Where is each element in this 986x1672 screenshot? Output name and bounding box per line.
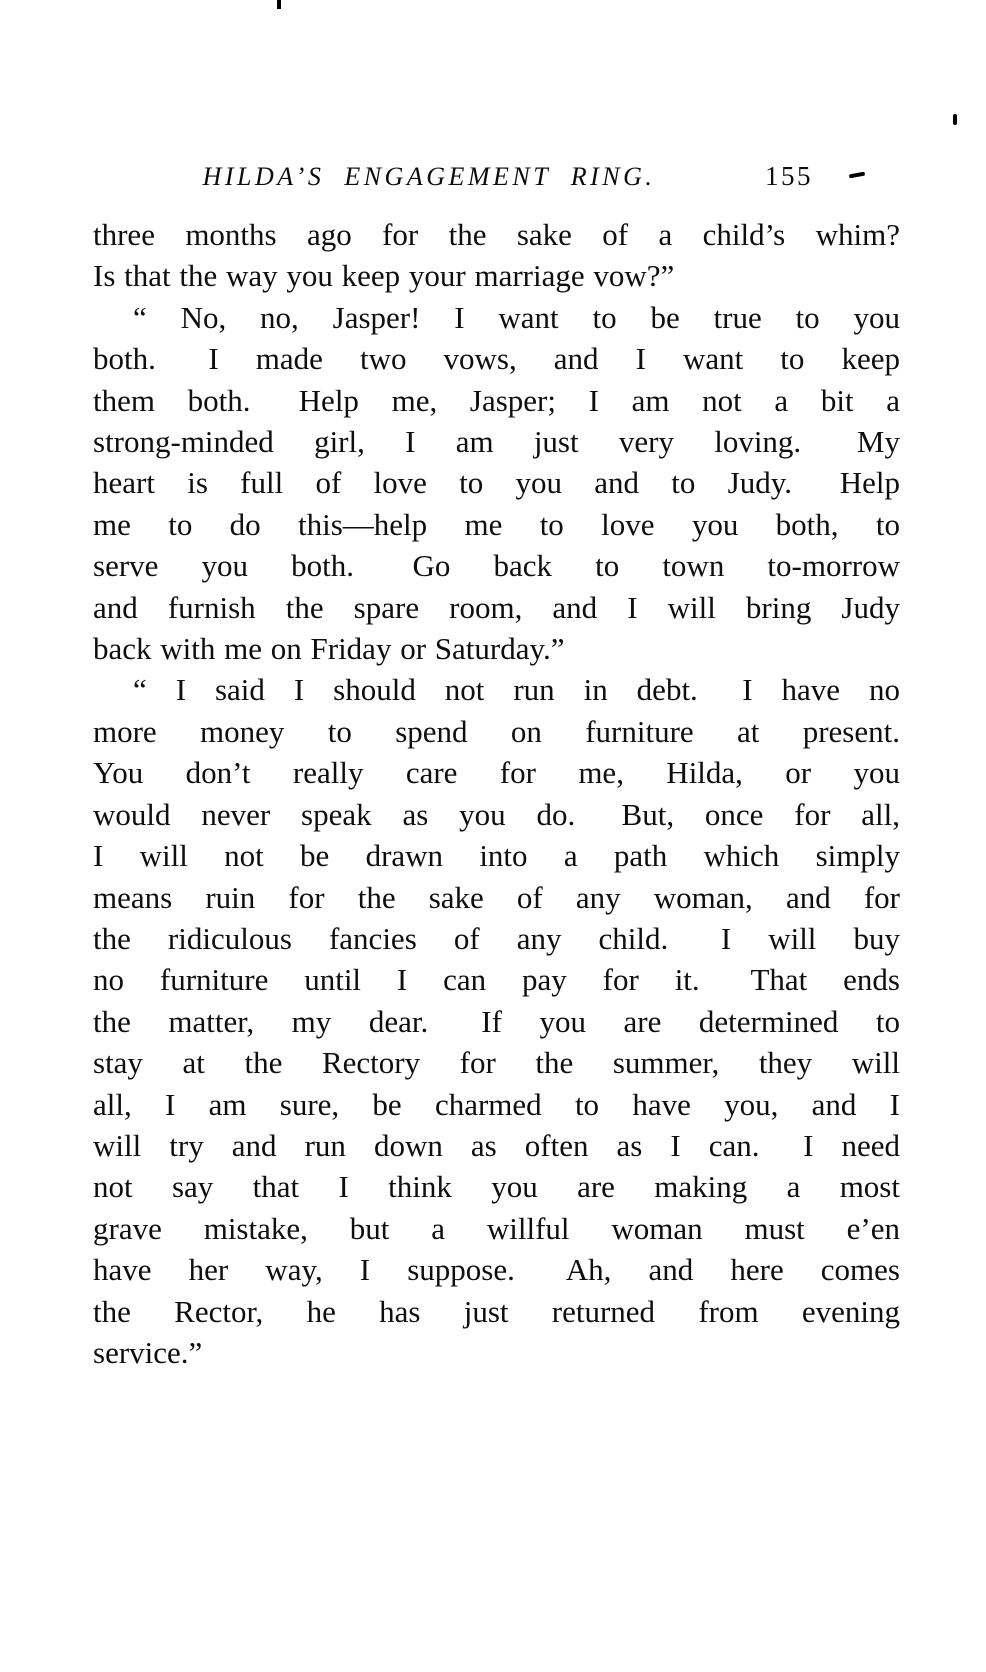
text-line: them both. Help me, Jasper; I am not a bit a — [93, 382, 900, 418]
scan-artifact — [277, 0, 281, 9]
text-line: both. I made two vows, and I want to keep — [93, 341, 900, 377]
text-line: You don’t really care for me, Hilda, or you — [93, 755, 900, 791]
page-body — [93, 214, 900, 1373]
text-line: I will not be drawn into a path which simply — [93, 838, 900, 874]
text-line: stay at the Rectory for the summer, they will — [93, 1045, 900, 1081]
text-line: Is that the way you keep your marriage vow?” — [93, 258, 675, 294]
scan-artifact — [953, 114, 957, 125]
text-line: “ I said I should not run in debt. I have no — [133, 672, 900, 708]
text-line: more money to spend on furniture at present. — [93, 713, 900, 749]
text-line: not say that I think you are making a most — [93, 1169, 900, 1205]
paragraph — [93, 669, 900, 1373]
paragraph — [93, 214, 900, 297]
running-header — [93, 161, 813, 192]
text-line: the Rector, he has just returned from evening — [93, 1293, 900, 1329]
text-line: the ridiculous fancies of any child. I will buy — [93, 920, 900, 956]
text-line: service.” — [93, 1334, 203, 1370]
text-line: the matter, my dear. If you are determined to — [93, 1003, 900, 1039]
page-number: 155 — [765, 161, 813, 191]
text-line: back with me on Friday or Saturday.” — [93, 631, 565, 667]
text-line: strong-minded girl, I am just very loving. My — [93, 424, 900, 460]
text-line: would never speak as you do. But, once for all, — [93, 796, 900, 832]
text-line: grave mistake, but a willful woman must e’en — [93, 1210, 900, 1246]
text-line: means ruin for the sake of any woman, and for — [93, 879, 900, 915]
paragraph — [93, 297, 900, 670]
text-line: will try and run down as often as I can. I need — [93, 1127, 900, 1163]
text-line: no furniture until I can pay for it. That ends — [93, 962, 900, 998]
text-line: me to do this—help me to love you both, to — [93, 506, 900, 542]
text-line: all, I am sure, be charmed to have you, and I — [93, 1086, 900, 1122]
text-line: have her way, I suppose. Ah, and here comes — [93, 1252, 900, 1288]
running-title: HILDA’S ENGAGEMENT RING. — [202, 162, 656, 191]
text-line: heart is full of love to you and to Judy. Help — [93, 465, 900, 501]
text-line: three months ago for the sake of a child’s whim? — [93, 217, 900, 252]
scan-artifact — [849, 172, 865, 179]
text-line: and furnish the spare room, and I will bring Judy — [93, 589, 900, 625]
text-line: “ No, no, Jasper! I want to be true to you — [133, 299, 900, 335]
text-line: serve you both. Go back to town to-morrow — [93, 548, 900, 584]
